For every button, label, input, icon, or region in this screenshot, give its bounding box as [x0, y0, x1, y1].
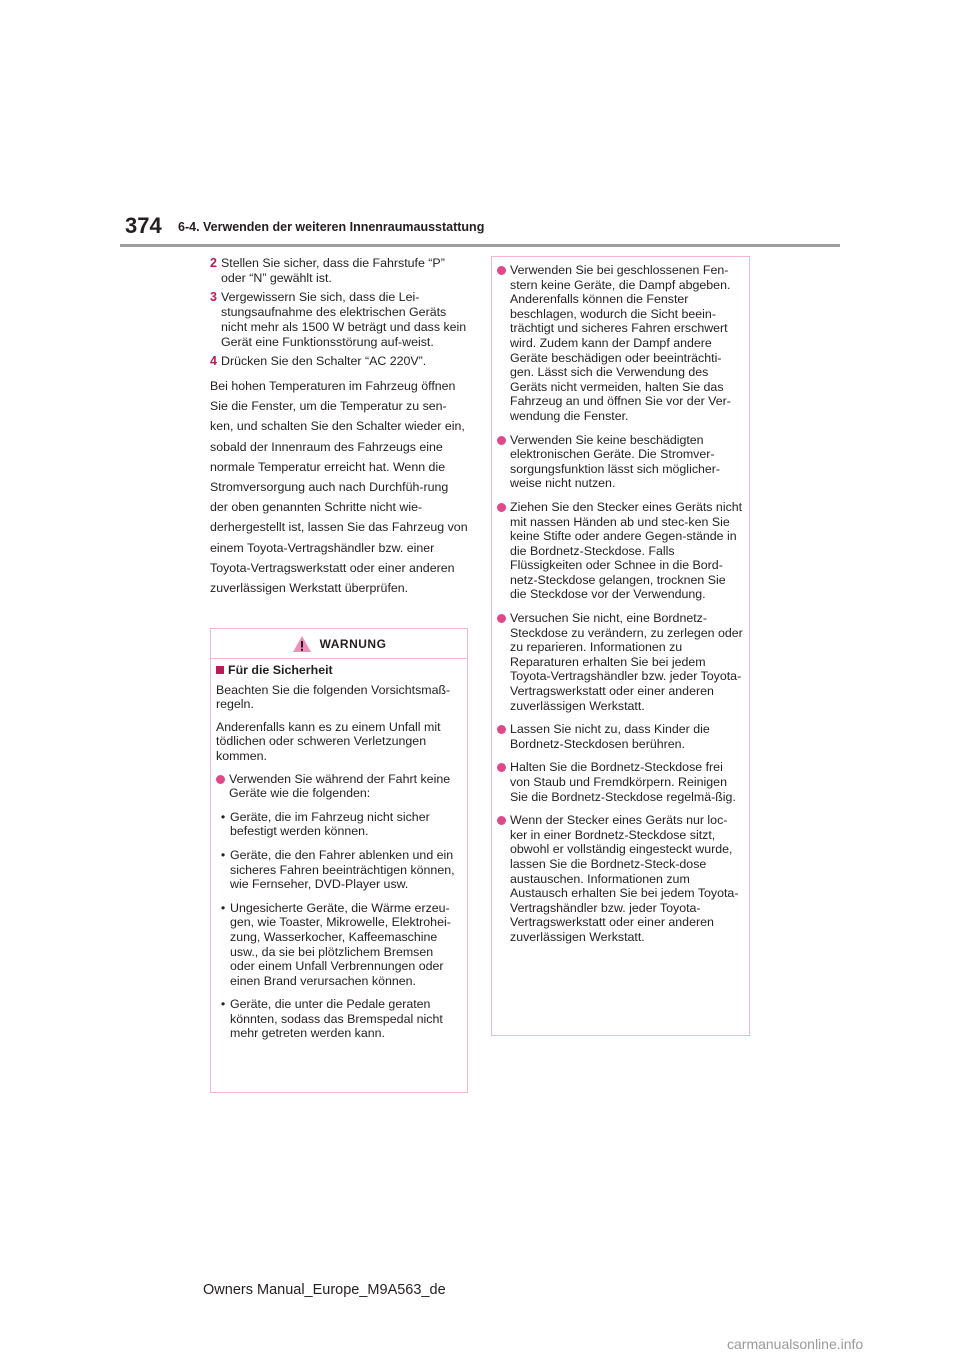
circle-bullet-icon — [216, 775, 225, 784]
warning-item-text: Verwenden Sie während der Fahrt keine Geräte wie die folgenden: — [229, 771, 451, 801]
section-title: 6-4. Verwenden der weiteren Innenraumausstattung — [178, 220, 485, 234]
step-text: Vergewissern Sie sich, dass die Lei-stungsaufnahme des elektrischen Geräts nicht mehr als 1500 W beträgt und dass kein Gerät eine Funktionsstörung auf-weist. — [221, 290, 467, 349]
bullet-dot-icon: • — [220, 809, 226, 824]
right-warning-box — [491, 256, 750, 1036]
warning-bullet — [216, 901, 461, 989]
warning-header — [211, 629, 467, 659]
step-number: 4 — [210, 354, 217, 368]
bullet-dot-icon: • — [220, 900, 226, 915]
bullet-text: Geräte, die unter die Pedale geraten könnten, sodass das Bremspedal nicht mehr getreten werden kann. — [230, 997, 443, 1041]
page-number: 374 — [125, 213, 162, 238]
step-3 — [210, 290, 468, 350]
warning-item — [497, 722, 743, 751]
step-number: 3 — [210, 290, 217, 304]
warning-item — [497, 433, 743, 491]
warning-bullet — [216, 810, 461, 839]
warning-bullet — [216, 997, 461, 1041]
bullet-dot-icon: • — [220, 847, 226, 862]
square-bullet-icon — [216, 666, 224, 674]
warning-triangle-icon — [292, 635, 312, 653]
warning-item-text: Verwenden Sie bei geschlossenen Fen-stern keine Geräte, die Dampf abgeben. Anderenfalls können die Fenster beschlagen, wodurch die Sicht beein-trächtigt und sicheres Fahren erschwert wird. Zudem kann der Dampf andere Geräte beschädigen oder beeinträchti-gen. Lässt sich die Verwendung des Geräts nicht vermeiden, halten Sie das Fahrzeug an und öffnen Sie vor der Ver-wendung die Fenster. — [510, 263, 731, 423]
warning-item-text: Lassen Sie nicht zu, dass Kinder die Bordnetz-Steckdosen berühren. — [510, 722, 710, 751]
step-text: Drücken Sie den Schalter “AC 220V”. — [221, 354, 427, 368]
warning-label: WARNUNG — [319, 636, 387, 651]
circle-bullet-icon — [497, 725, 506, 734]
circle-bullet-icon — [497, 266, 506, 275]
warning-box — [210, 628, 468, 1093]
bullet-text: Geräte, die im Fahrzeug nicht sicher befestigt werden können. — [230, 809, 430, 839]
warning-item-text: Verwenden Sie keine beschädigten elektronischen Geräte. Die Stromver-sorgungsfunktion lässt sich möglicher-weise nicht nutzen. — [510, 432, 721, 491]
warning-body — [211, 659, 467, 1041]
warning-item-text: Versuchen Sie nicht, eine Bordnetz-Steckdose zu verändern, zu zerlegen oder zu reparieren. Informationen zu Reparaturen erhalten Sie bei jedem Toyota-Vertragshändler bzw. jeder Toyota-Vertragswerkstatt oder einer anderen zuverlässigen Werkstatt. — [510, 611, 743, 713]
warning-subheading — [216, 663, 461, 678]
warning-intro: Beachten Sie die folgenden Vorsichtsmaß-regeln. — [216, 682, 451, 712]
body-paragraph: Bei hohen Temperaturen im Fahrzeug öffnen Sie die Fenster, um die Temperatur zu sen-ken, und schalten Sie den Schalter wieder ein, sobald der Innenraum des Fahrzeugs eine normale Temperatur erreicht hat. Wenn die Stromversorgung auch nach Durchfüh-rung der oben genannten Schritte nicht wie-derhergestellt ist, lassen Sie das Fahrzeug von einem Toyota-Vertragshändler bzw. einer Toyota-Vertragswerkstatt oder einer anderen zuverlässigen Werkstatt überprüfen. — [210, 379, 468, 596]
step-2 — [210, 256, 468, 286]
warning-item-text: Halten Sie die Bordnetz-Steckdose frei von Staub und Fremdkörpern. Reinigen Sie die Bordnetz-Steckdose regelmä-ßig. — [510, 760, 736, 804]
warning-item-text: Wenn der Stecker eines Geräts nur loc-ker in einer Bordnetz-Steckdose sitzt, obwohl er vollständig eingesteckt wurde, lassen Sie die Bordnetz-Steck-dose austauschen. Informationen zum Austausch erhalten Sie bei jedem Toyota-Vertragshändler bzw. jeder Toyota-Vertragswerkstatt oder einer anderen zuverlässigen Werkstatt. — [510, 813, 739, 944]
circle-bullet-icon — [497, 436, 506, 445]
circle-bullet-icon — [497, 614, 506, 623]
warning-item — [497, 760, 743, 804]
left-column — [210, 256, 468, 598]
circle-bullet-icon — [497, 503, 506, 512]
circle-bullet-icon — [497, 816, 506, 825]
warning-intro: Anderenfalls kann es zu einem Unfall mit tödlichen oder schweren Verletzungen kommen. — [216, 719, 441, 763]
warning-bullet — [216, 848, 461, 892]
header-rule — [120, 244, 840, 247]
subheading-text: Für die Sicherheit — [228, 663, 333, 677]
warning-item-text: Ziehen Sie den Stecker eines Geräts nicht mit nassen Händen ab und stec-ken Sie keine Stifte oder andere Gegen-stände in die Bordnetz-Steckdose. Falls Flüssigkeiten oder Schnee in die Bord-netz-Steckdose gelangen, trocknen Sie die Steckdose vor der Verwendung. — [510, 499, 743, 602]
warning-item — [497, 813, 743, 944]
step-number: 2 — [210, 256, 217, 270]
bullet-dot-icon: • — [220, 997, 226, 1012]
warning-item — [216, 772, 461, 801]
bullet-text: Geräte, die den Fahrer ablenken und ein sicheres Fahren beeinträchtigen können, wie Fernseher, DVD-Player usw. — [230, 847, 455, 892]
circle-bullet-icon — [497, 763, 506, 772]
footer-text: Owners Manual_Europe_M9A563_de — [203, 1282, 446, 1298]
bullet-text: Ungesicherte Geräte, die Wärme erzeu-gen, wie Toaster, Mikrowelle, Elektrohei-zung, Wasserkocher, Kaffeemaschine usw., da sie bei plötzlichem Bremsen oder einem Unfall Verbrennungen oder einen Brand verursachen können. — [230, 900, 451, 988]
step-text: Stellen Sie sicher, dass die Fahrstufe “P” oder “N” gewählt ist. — [221, 256, 445, 285]
step-4 — [210, 354, 468, 369]
warning-item — [497, 500, 743, 602]
warning-item — [497, 263, 743, 424]
warning-item — [497, 611, 743, 713]
watermark: carmanualsonline.info — [727, 1336, 864, 1352]
